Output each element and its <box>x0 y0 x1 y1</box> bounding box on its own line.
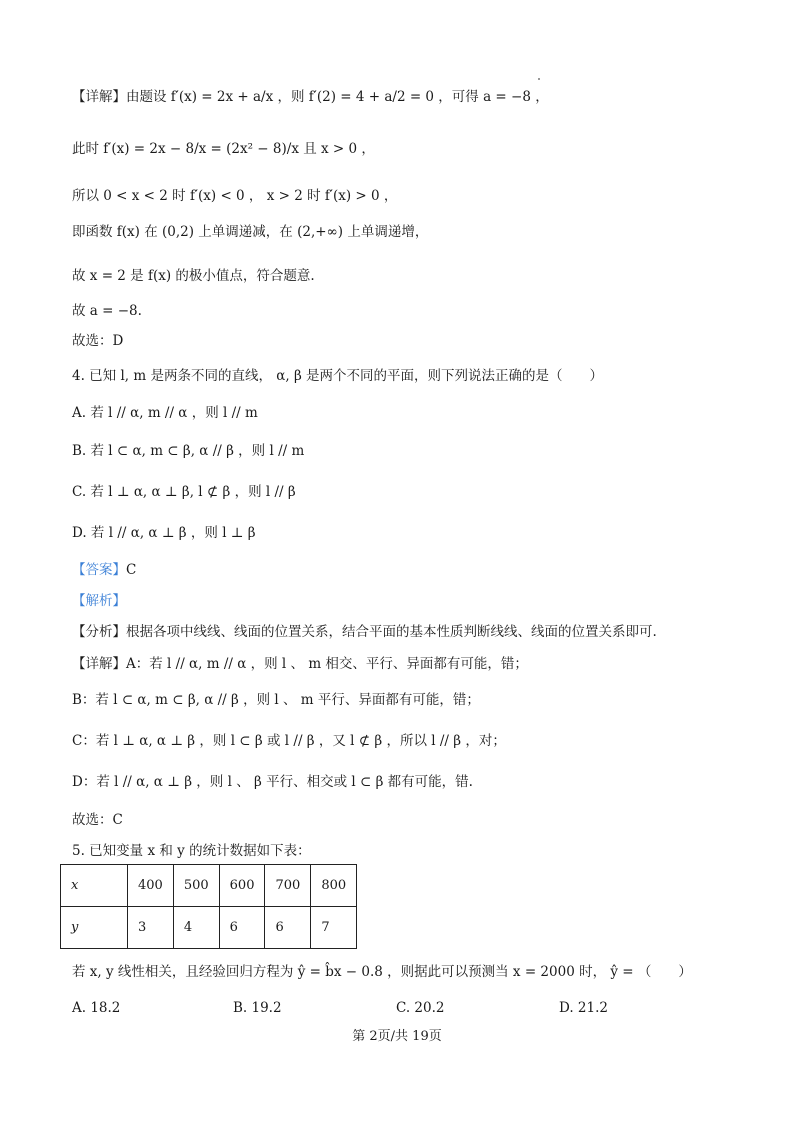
text-line-l5: 故 x = 2 是 f(x) 的极小值点，符合题意. <box>72 268 315 284</box>
table-row-header: x <box>61 865 128 907</box>
table-row <box>61 865 357 907</box>
option-c: C. 20.2 <box>396 1000 445 1016</box>
table-row <box>61 907 357 949</box>
text-line-l1: 【详解】由题设 f′(x) = 2x + a/x ，则 f′(2) = 4 + a/2 = 0 ，可得 a = −8 ， <box>72 89 549 105</box>
text-line-q4d: D. 若 l // α, α ⊥ β ，则 l ⊥ β <box>72 525 256 541</box>
text-line-fx: 【分析】根据各项中线线、线面的位置关系，结合平面的基本性质判断线线、线面的位置关系即可. <box>72 624 657 640</box>
table-cell: 4 <box>173 907 219 949</box>
text-line-l7: 故选：D <box>72 333 124 349</box>
text-line-q4a: A. 若 l // α, m // α ，则 l // m <box>72 405 258 421</box>
table-cell: 800 <box>311 865 357 907</box>
table-cell: 6 <box>219 907 265 949</box>
table-cell: 6 <box>265 907 311 949</box>
text-line-xc: C：若 l ⊥ α, α ⊥ β ，则 l ⊂ β 或 l // β ，又 l ⊄ β ，所以 l // β ，对； <box>72 733 506 749</box>
page-footer: 第 2页/共 19页 <box>352 1029 442 1044</box>
option-d: D. 21.2 <box>559 1000 608 1016</box>
text-line-l6: 故 a = −8. <box>72 303 142 319</box>
table-row-header: y <box>61 907 128 949</box>
table-cell: 700 <box>265 865 311 907</box>
text-line-jx: 【解析】 <box>72 593 126 609</box>
option-b: B. 19.2 <box>233 1000 282 1016</box>
text-line-q4b: B. 若 l ⊂ α, m ⊂ β, α // β ，则 l // m <box>72 443 305 459</box>
text-line-xb: B：若 l ⊂ α, m ⊂ β, α // β ，则 l 、 m 平行、异面都有可能，错； <box>72 692 480 708</box>
text-line-l2: 此时 f′(x) = 2x − 8/x = (2x² − 8)/x 且 x > 0 ， <box>72 141 375 157</box>
table-cell: 400 <box>128 865 174 907</box>
table-cell: 7 <box>311 907 357 949</box>
text-line-l4: 即函数 f(x) 在 (0,2) 上单调递减，在 (2,+∞) 上单调递增， <box>72 224 429 240</box>
table-cell: 3 <box>128 907 174 949</box>
statistics-table <box>60 864 357 949</box>
text-line-xd: D：若 l // α, α ⊥ β ，则 l 、 β 平行、相交或 l ⊂ β 都有可能，错. <box>72 774 473 790</box>
stray-dot <box>538 78 540 80</box>
text-line-xa: 【详解】A：若 l // α, m // α ，则 l 、 m 相交、平行、异面都有可能，错； <box>72 656 528 672</box>
text-line-q4: 4. 已知 l, m 是两条不同的直线， α, β 是两个不同的平面，则下列说法正确的是（ ） <box>72 368 604 384</box>
table-cell: 600 <box>219 865 265 907</box>
text-line-q4c: C. 若 l ⊥ α, α ⊥ β, l ⊄ β ，则 l // β <box>72 484 296 500</box>
text-line-q5s: 若 x, y 线性相关，且经验回归方程为 ŷ = b̂x − 0.8 ，则据此可以预测当 x = 2000 时， ŷ = （ ） <box>72 964 692 980</box>
text-line-l3: 所以 0 < x < 2 时 f′(x) < 0 ， x > 2 时 f′(x) > 0 ， <box>72 188 398 204</box>
text-line-q5: 5. 已知变量 x 和 y 的统计数据如下表： <box>72 843 311 859</box>
text-line-gx: 故选：C <box>72 812 123 828</box>
option-a: A. 18.2 <box>72 1000 121 1016</box>
table-cell: 500 <box>173 865 219 907</box>
text-line-ans_label: 【答案】C <box>72 562 137 578</box>
